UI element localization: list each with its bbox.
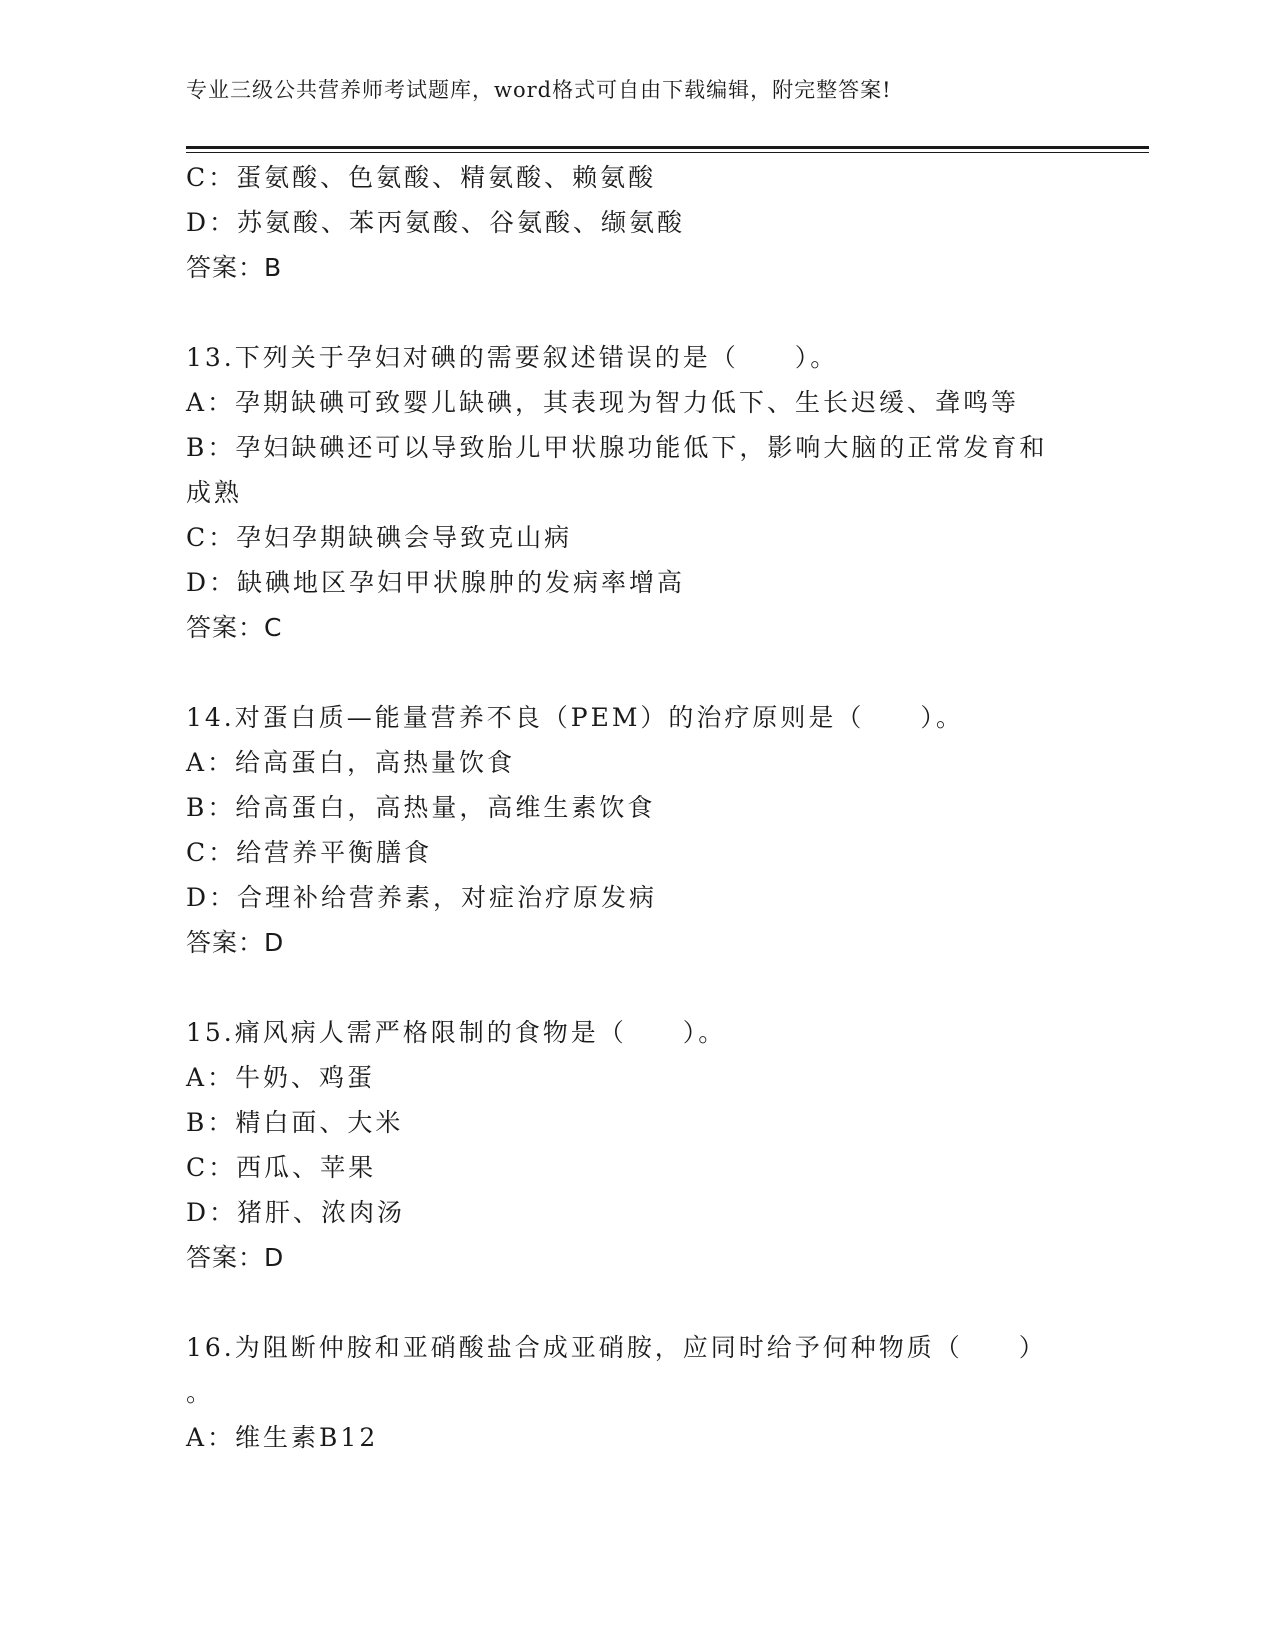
header-rule-thick xyxy=(186,146,1149,149)
option-b: B：给高蛋白，高热量，高维生素饮食 xyxy=(186,793,656,822)
question-stem: 14.对蛋白质—能量营养不良（PEM）的治疗原则是（ ）。 xyxy=(186,703,964,732)
option-b: B：精白面、大米 xyxy=(186,1108,404,1137)
question-stem: 13.下列关于孕妇对碘的需要叙述错误的是（ ）。 xyxy=(186,343,839,372)
option-a: A：给高蛋白，高热量饮食 xyxy=(186,748,516,777)
page-header-title: 专业三级公共营养师考试题库，word格式可自由下载编辑，附完整答案! xyxy=(186,78,892,102)
option-c: C：蛋氨酸、色氨酸、精氨酸、赖氨酸 xyxy=(186,163,657,192)
option-b: B：孕妇缺碘还可以导致胎儿甲状腺功能低下，影响大脑的正常发育和 xyxy=(186,433,1048,462)
option-d: D：猪肝、浓肉汤 xyxy=(186,1198,406,1227)
option-c: C：孕妇孕期缺碘会导致克山病 xyxy=(186,523,573,552)
option-a: A：维生素B12 xyxy=(186,1423,379,1452)
option-d: D：苏氨酸、苯丙氨酸、谷氨酸、缬氨酸 xyxy=(186,208,686,237)
option-a: A：牛奶、鸡蛋 xyxy=(186,1063,376,1092)
option-c: C：西瓜、苹果 xyxy=(186,1153,377,1182)
question-stem-continuation: 。 xyxy=(186,1378,215,1407)
question-content xyxy=(186,155,1086,1460)
question-stem: 16.为阻断仲胺和亚硝酸盐合成亚硝胺，应同时给予何种物质（ ） xyxy=(186,1333,1047,1362)
answer-line: 答案：D xyxy=(186,928,285,957)
header-rule-thin xyxy=(186,152,1149,153)
option-d: D：合理补给营养素，对症治疗原发病 xyxy=(186,883,658,912)
answer-line: 答案：C xyxy=(186,613,283,642)
option-d: D：缺碘地区孕妇甲状腺肿的发病率增高 xyxy=(186,568,686,597)
answer-line: 答案：D xyxy=(186,1243,285,1272)
option-c: C：给营养平衡膳食 xyxy=(186,838,433,867)
option-a: A：孕期缺碘可致婴儿缺碘，其表现为智力低下、生长迟缓、聋鸣等 xyxy=(186,388,1020,417)
answer-line: 答案：B xyxy=(186,253,283,282)
question-stem: 15.痛风病人需严格限制的食物是（ ）。 xyxy=(186,1018,727,1047)
option-b-continuation: 成熟 xyxy=(186,478,243,507)
